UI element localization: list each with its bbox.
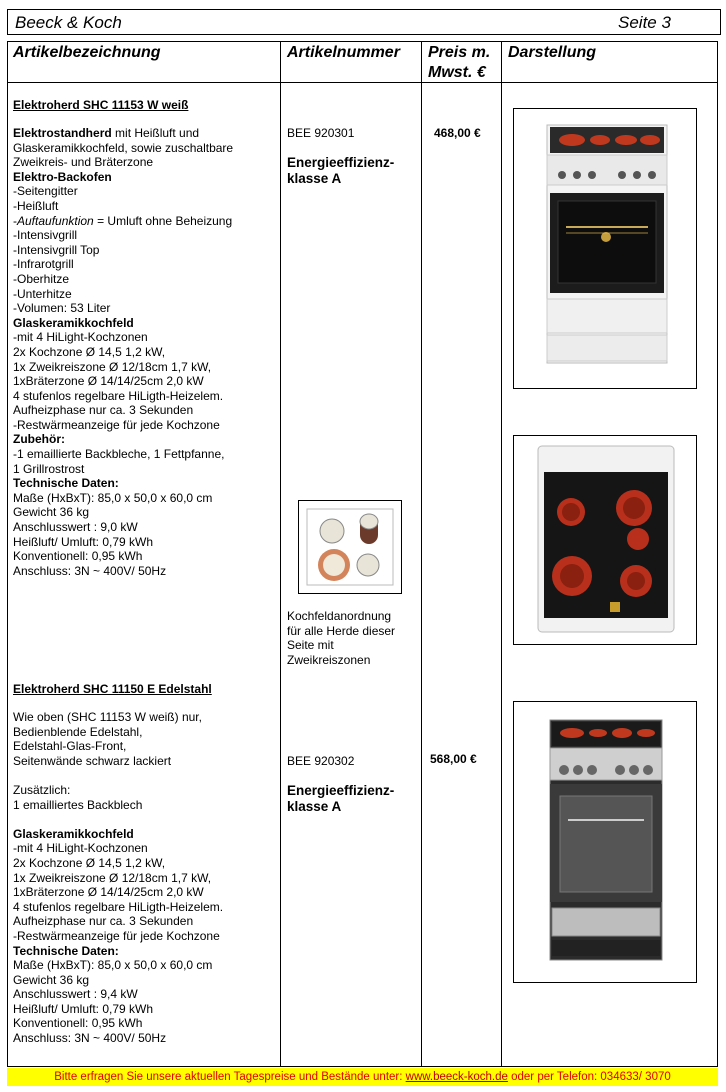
description-line: Heißluft/ Umluft: 0,79 kWh — [13, 1001, 154, 1016]
white-stove-picture — [514, 109, 696, 388]
description-line — [13, 768, 223, 783]
description-line: -Restwärmeanzeige für jede Kochzone — [13, 417, 220, 432]
hob-top-image — [513, 435, 697, 645]
description-line: Maße (HxBxT): 85,0 x 50,0 x 60,0 cm — [13, 490, 213, 505]
description-line: Konventionell: 0,95 kWh — [13, 549, 143, 564]
column-divider — [501, 42, 502, 1066]
description-line: Glaskeramikkochfeld — [13, 315, 134, 330]
col-header-image: Darstellung — [508, 44, 597, 61]
description-line: Edelstahl-Glas-Front, — [13, 739, 127, 754]
description-line: -Seitengitter — [13, 184, 78, 199]
description-line: -Intensivgrill — [13, 228, 78, 243]
description-line: Anschluss: 3N ~ 400V/ 50Hz — [13, 1031, 167, 1046]
hob-note-line: Zweikreiszonen — [287, 652, 371, 667]
description-line: Aufheizphase nur ca. 3 Sekunden — [13, 403, 194, 418]
description-line: Wie oben (SHC 11153 W weiß) nur, — [13, 710, 202, 724]
description-line: -Heißluft — [13, 198, 59, 213]
description-line: Technische Daten: — [13, 476, 119, 491]
product2-energy-class — [287, 783, 394, 815]
description-line: 2x Kochzone Ø 14,5 1,2 kW, — [13, 855, 166, 870]
description-line: -Infrarotgrill — [13, 257, 74, 272]
description-line: Heißluft/ Umluft: 0,79 kWh — [13, 534, 154, 549]
page-number: Seite 3 — [618, 13, 671, 32]
col-header-price — [428, 43, 490, 83]
footer-text: Bitte erfragen Sie unsere aktuellen Tagespreise und Bestände unter: — [54, 1071, 406, 1083]
website-link[interactable]: www.beeck-koch.de — [405, 1071, 508, 1083]
header-divider — [8, 82, 717, 83]
description-line: 2x Kochzone Ø 14,5 1,2 kW, — [13, 344, 166, 359]
description-line: -Oberhitze — [13, 271, 70, 286]
product2-title: Elektroherd SHC 11150 E Edelstahl — [13, 682, 212, 696]
col-header-number: Artikelnummer — [287, 44, 400, 61]
steel-stove-picture — [514, 702, 696, 982]
hob-note-line: Kochfeldanordnung — [287, 609, 392, 623]
description-line: 1xBräterzone Ø 14/14/25cm 2,0 kW — [13, 374, 204, 389]
description-line: Zubehör: — [13, 432, 65, 447]
description-line: Zweikreis- und Bräterzone — [13, 155, 154, 170]
description-line: -Auftaufunktion = Umluft ohne Beheizung — [13, 213, 233, 228]
product1-energy-class — [287, 155, 394, 187]
hob-top-picture — [514, 436, 696, 644]
description-line: Glaskeramikkochfeld, sowie zuschaltbare — [13, 140, 234, 155]
description-line: 4 stufenlos regelbare HiLigth-Heizelem. — [13, 388, 224, 403]
column-divider — [421, 42, 422, 1066]
description-line: Technische Daten: — [13, 943, 119, 958]
footer-notice — [7, 1068, 718, 1086]
product2-number: BEE 920302 — [287, 754, 355, 768]
description-line: Anschlusswert : 9,0 kW — [13, 520, 138, 535]
product1-title: Elektroherd SHC 11153 W weiß — [13, 98, 189, 112]
company-name: Beeck & Koch — [15, 13, 122, 32]
page-header — [7, 9, 721, 35]
description-line: Gewicht 36 kg — [13, 972, 90, 987]
description-line: Elektrostandherd mit Heißluft und — [13, 126, 200, 140]
col-header-price-line1: Preis m. — [428, 44, 491, 61]
product2-image — [513, 701, 697, 983]
description-line: -mit 4 HiLight-Kochzonen — [13, 330, 148, 345]
description-line: 1 emailliertes Backblech — [13, 797, 143, 812]
description-line: -Intensivgrill Top — [13, 242, 100, 257]
description-line: 1x Zweikreiszone Ø 12/18cm 1,7 kW, — [13, 359, 212, 374]
description-line: Konventionell: 0,95 kWh — [13, 1016, 143, 1031]
hob-layout-graphic — [299, 501, 401, 593]
description-line: Anschluss: 3N ~ 400V/ 50Hz — [13, 563, 167, 578]
product1-image — [513, 108, 697, 389]
description-line: Glaskeramikkochfeld — [13, 826, 134, 841]
product1-description — [13, 126, 233, 578]
description-line: -Volumen: 53 Liter — [13, 301, 111, 316]
description-line: 1x Zweikreiszone Ø 12/18cm 1,7 kW, — [13, 870, 212, 885]
hob-note — [287, 609, 395, 667]
description-line: Anschlusswert : 9,4 kW — [13, 987, 138, 1002]
footer-phone-text: oder per Telefon: 034633/ 3070 — [507, 1071, 671, 1083]
product1-price: 468,00 € — [434, 126, 481, 140]
description-line: -Restwärmeanzeige für jede Kochzone — [13, 928, 220, 943]
col-header-name: Artikelbezeichnung — [13, 44, 161, 61]
description-line — [13, 812, 223, 827]
description-line: Bedienblende Edelstahl, — [13, 724, 143, 739]
description-line: -1 emaillierte Backbleche, 1 Fettpfanne, — [13, 447, 225, 462]
product1-number: BEE 920301 — [287, 126, 355, 140]
hob-note-line: Seite mit — [287, 638, 334, 653]
description-line: Elektro-Backofen — [13, 169, 112, 184]
energy-label-line2: klasse A — [287, 799, 342, 814]
product-table — [7, 41, 718, 1067]
product2-price: 568,00 € — [430, 752, 477, 766]
hob-note-line: für alle Herde dieser — [287, 623, 396, 638]
product2-description — [13, 710, 223, 1046]
description-line: 1xBräterzone Ø 14/14/25cm 2,0 kW — [13, 885, 204, 900]
energy-label-line2: klasse A — [287, 171, 342, 186]
description-line: Zusätzlich: — [13, 782, 71, 797]
col-header-price-line2: Mwst. € — [428, 64, 486, 81]
description-line: -Unterhitze — [13, 286, 72, 301]
hob-layout-diagram — [298, 500, 402, 594]
description-line: Aufheizphase nur ca. 3 Sekunden — [13, 914, 194, 929]
energy-label-line1: Energieeffizienz- — [287, 783, 395, 798]
description-line: Maße (HxBxT): 85,0 x 50,0 x 60,0 cm — [13, 958, 213, 973]
column-divider — [280, 42, 281, 1066]
description-line: 1 Grillrostrost — [13, 461, 85, 476]
description-line: -mit 4 HiLight-Kochzonen — [13, 841, 148, 856]
description-line: Seitenwände schwarz lackiert — [13, 753, 172, 768]
description-line: 4 stufenlos regelbare HiLigth-Heizelem. — [13, 899, 224, 914]
description-line: Gewicht 36 kg — [13, 505, 90, 520]
energy-label-line1: Energieeffizienz- — [287, 155, 395, 170]
